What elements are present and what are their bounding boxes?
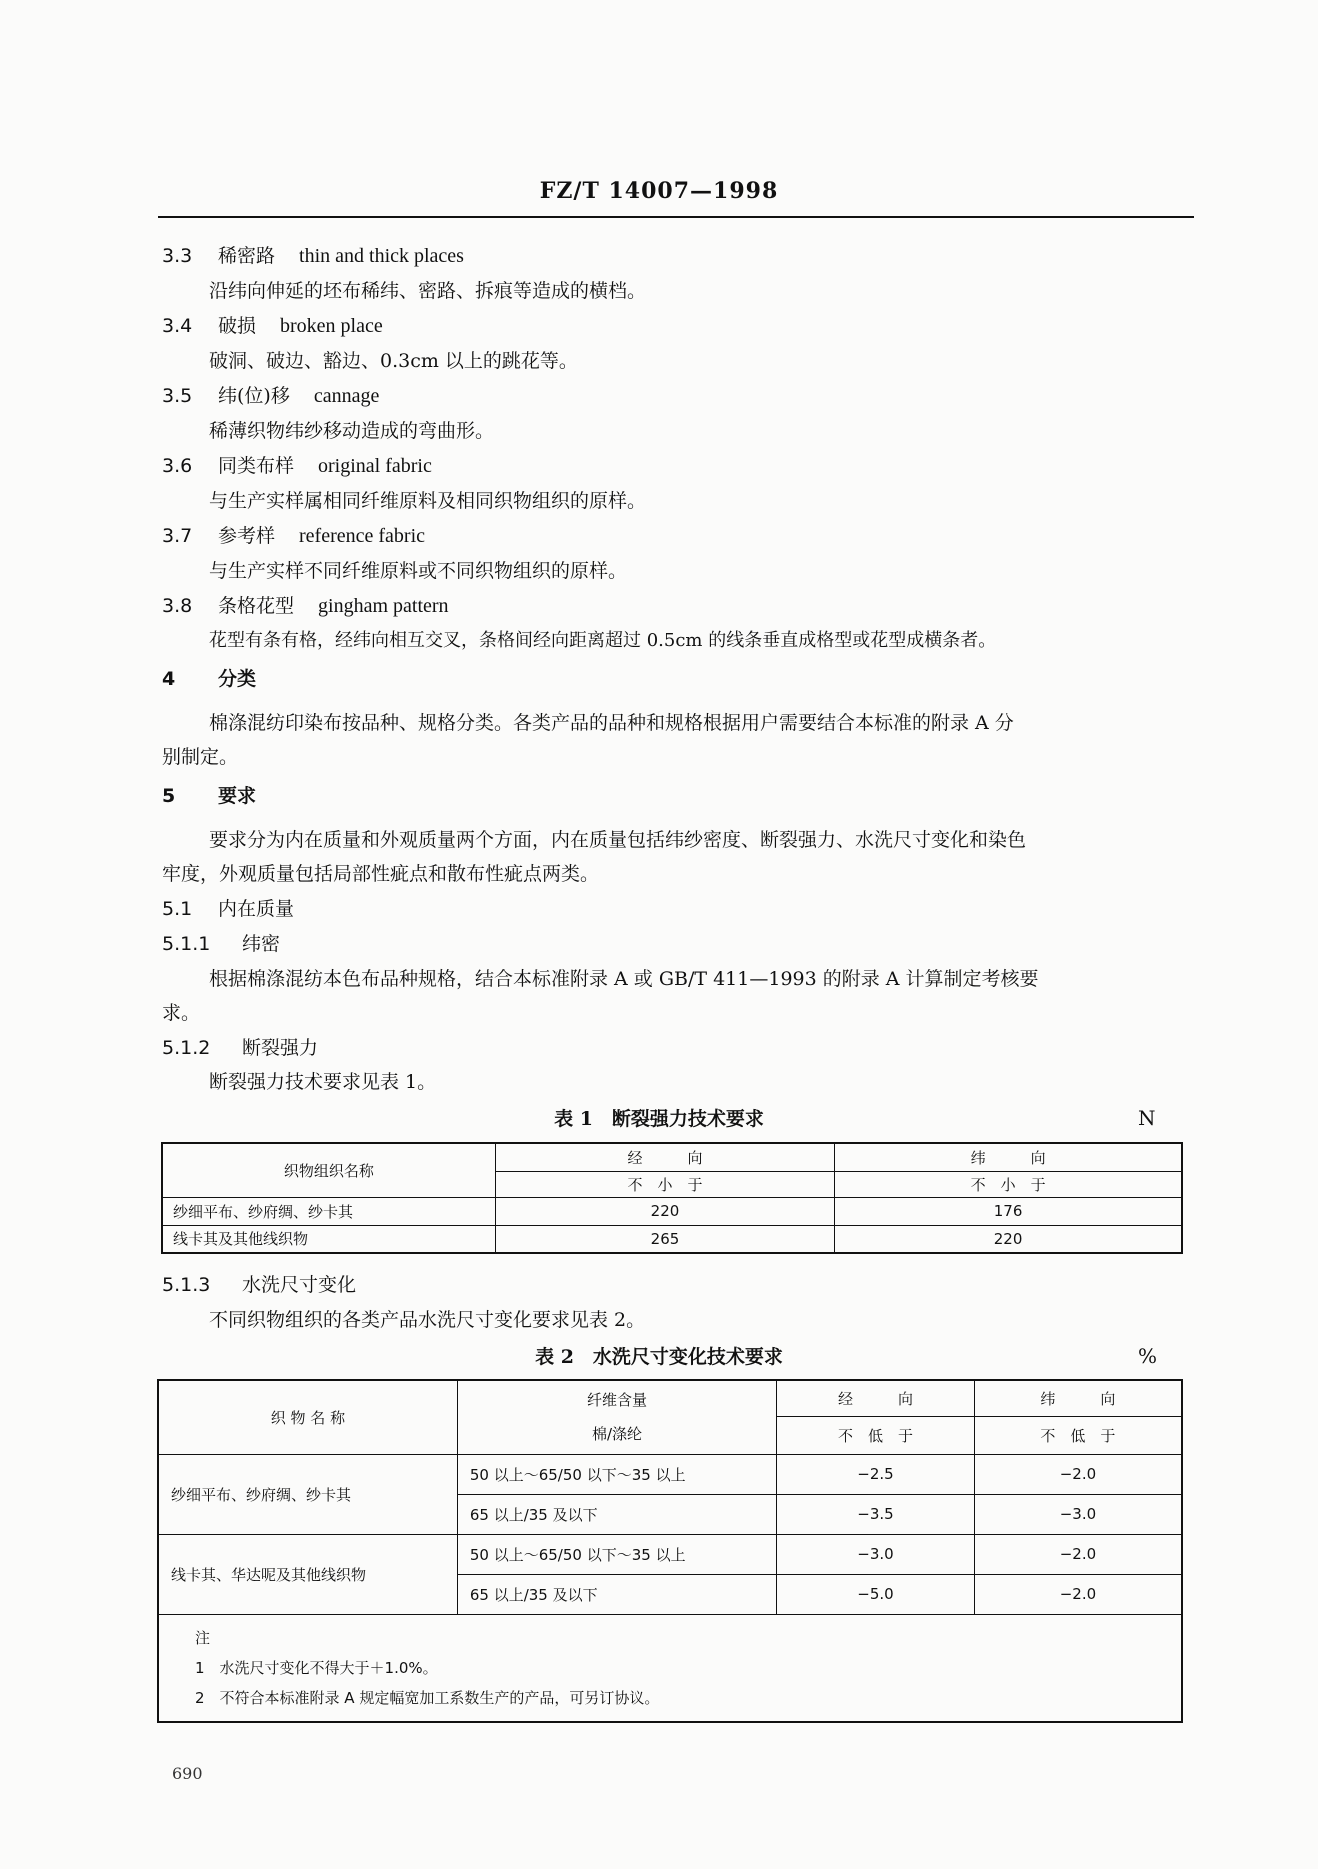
definition-3-4 bbox=[162, 313, 383, 339]
term-zh: 破损 bbox=[218, 315, 257, 337]
section-5-1-3-para: 不同织物组织的各类产品水洗尺寸变化要求见表 2。 bbox=[209, 1309, 646, 1331]
document-header: FZ/T 14007—1998 bbox=[539, 178, 779, 204]
section-5-1-3-heading bbox=[162, 1272, 356, 1298]
section-5-1-1-heading bbox=[162, 931, 280, 957]
term-en: reference fabric bbox=[299, 525, 426, 547]
section-5-1-2-para: 断裂强力技术要求见表 1。 bbox=[209, 1071, 437, 1093]
table-subheader-cell: 不 低 于 bbox=[777, 1416, 975, 1454]
section-number: 5.1.3 bbox=[162, 1274, 211, 1296]
table-cell: −2.0 bbox=[974, 1574, 1182, 1614]
table-subheader-cell: 不 小 于 bbox=[835, 1171, 1182, 1197]
section-title: 要求 bbox=[218, 785, 257, 807]
table-2 bbox=[157, 1379, 1183, 1723]
section-number: 3.7 bbox=[162, 525, 193, 547]
table-subheader-cell: 不 小 于 bbox=[495, 1171, 834, 1197]
table-cell: −3.0 bbox=[777, 1534, 975, 1574]
notes-title: 注 bbox=[195, 1628, 211, 1647]
table-1 bbox=[161, 1142, 1183, 1254]
term-en: cannage bbox=[313, 385, 380, 407]
definition-desc: 与生产实样不同纤维原料或不同织物组织的原样。 bbox=[209, 560, 628, 582]
table-header-cell: 经 向 bbox=[495, 1143, 834, 1171]
section-number: 5.1.2 bbox=[162, 1037, 211, 1059]
section-4-heading bbox=[162, 666, 256, 692]
table-cell: 265 bbox=[495, 1225, 834, 1253]
table-row bbox=[158, 1534, 1182, 1574]
definition-3-3 bbox=[162, 243, 464, 269]
table-cell: 纱细平布、纱府绸、纱卡其 bbox=[162, 1197, 495, 1225]
section-number: 5.1 bbox=[162, 898, 193, 920]
section-number: 3.4 bbox=[162, 315, 193, 337]
table-notes bbox=[158, 1614, 1182, 1722]
section-title: 内在质量 bbox=[218, 898, 295, 920]
table-header-cell bbox=[457, 1380, 776, 1454]
table-cell: −2.0 bbox=[974, 1454, 1182, 1494]
table-cell: −2.5 bbox=[777, 1454, 975, 1494]
table-row bbox=[162, 1225, 1182, 1253]
table-cell: 线卡其及其他线织物 bbox=[162, 1225, 495, 1253]
definition-desc: 沿纬向伸延的坯布稀纬、密路、拆痕等造成的横档。 bbox=[209, 280, 647, 302]
term-zh: 同类布样 bbox=[218, 455, 295, 477]
term-zh: 条格花型 bbox=[218, 595, 295, 617]
note-item: 1 水洗尺寸变化不得大于＋1.0%。 bbox=[195, 1658, 438, 1677]
section-title: 水洗尺寸变化 bbox=[242, 1274, 357, 1296]
table-cell: 65 以上/35 及以下 bbox=[457, 1574, 776, 1614]
section-number: 4 bbox=[162, 668, 176, 690]
table-header-cell: 织物组织名称 bbox=[162, 1143, 495, 1197]
table-cell: 65 以上/35 及以下 bbox=[457, 1494, 776, 1534]
table-cell: 50 以上～65/50 以下～35 以上 bbox=[457, 1534, 776, 1574]
table-group-cell: 纱细平布、纱府绸、纱卡其 bbox=[158, 1454, 457, 1534]
section-5-1-2-heading bbox=[162, 1035, 318, 1061]
section-5-1-heading bbox=[162, 896, 294, 922]
table-row bbox=[158, 1454, 1182, 1494]
table-header-cell: 经 向 bbox=[777, 1380, 975, 1416]
term-en: thin and thick places bbox=[299, 245, 464, 267]
page-number: 690 bbox=[172, 1764, 203, 1783]
table-cell: 50 以上～65/50 以下～35 以上 bbox=[457, 1454, 776, 1494]
section-title: 纬密 bbox=[242, 933, 281, 955]
table-header-cell: 纬 向 bbox=[835, 1143, 1182, 1171]
section-number: 3.5 bbox=[162, 385, 193, 407]
fiber-header-line-1: 纤维含量 bbox=[587, 1391, 648, 1410]
term-zh: 参考样 bbox=[218, 525, 276, 547]
section-5-1-1-para-line-2: 求。 bbox=[162, 1002, 201, 1024]
term-en: broken place bbox=[280, 315, 383, 337]
term-zh: 纬(位)移 bbox=[218, 385, 290, 407]
section-5-1-1-para-line-1: 根据棉涤混纺本色布品种规格，结合本标准附录 A 或 GB/T 411—1993 的附录 A 计算制定考核要 bbox=[209, 968, 1039, 990]
definition-desc: 破洞、破边、豁边、0.3cm 以上的跳花等。 bbox=[209, 350, 578, 372]
section-number: 5 bbox=[162, 785, 176, 807]
definition-3-8 bbox=[162, 593, 449, 619]
section-5-heading bbox=[162, 783, 256, 809]
term-en: gingham pattern bbox=[318, 595, 449, 617]
table-cell: 220 bbox=[835, 1225, 1182, 1253]
table-row bbox=[162, 1197, 1182, 1225]
table-notes-row bbox=[158, 1614, 1182, 1722]
table-cell: −2.0 bbox=[974, 1534, 1182, 1574]
definition-3-7 bbox=[162, 523, 425, 549]
section-number: 3.3 bbox=[162, 245, 193, 267]
definition-3-5 bbox=[162, 383, 379, 409]
section-5-para-line-1: 要求分为内在质量和外观质量两个方面，内在质量包括纬纱密度、断裂强力、水洗尺寸变化和染色 bbox=[209, 829, 1027, 851]
table-group-cell: 线卡其、华达呢及其他线织物 bbox=[158, 1534, 457, 1614]
table-cell: −3.5 bbox=[777, 1494, 975, 1534]
table-2-caption: 表 2 水洗尺寸变化技术要求 bbox=[535, 1346, 783, 1368]
header-rule bbox=[158, 216, 1194, 218]
table-1-caption: 表 1 断裂强力技术要求 bbox=[554, 1108, 764, 1130]
section-5-para-line-2: 牢度，外观质量包括局部性疵点和散布性疵点两类。 bbox=[162, 863, 600, 885]
section-title: 断裂强力 bbox=[242, 1037, 319, 1059]
table-2-unit: % bbox=[1138, 1344, 1158, 1368]
fiber-header-line-2: 棉/涤纶 bbox=[591, 1425, 643, 1444]
table-cell: −5.0 bbox=[777, 1574, 975, 1614]
definition-desc: 花型有条有格，经纬向相互交叉，条格间经向距离超过 0.5cm 的线条垂直成格型或花型成横条者。 bbox=[209, 630, 997, 651]
section-number: 3.8 bbox=[162, 595, 193, 617]
definition-desc: 稀薄织物纬纱移动造成的弯曲形。 bbox=[209, 420, 495, 442]
table-cell: −3.0 bbox=[974, 1494, 1182, 1534]
term-en: original fabric bbox=[318, 455, 432, 477]
table-header-cell: 织 物 名 称 bbox=[158, 1380, 457, 1454]
table-header-cell: 纬 向 bbox=[974, 1380, 1182, 1416]
term-zh: 稀密路 bbox=[218, 245, 276, 267]
table-cell: 220 bbox=[495, 1197, 834, 1225]
definition-3-6 bbox=[162, 453, 432, 479]
table-1-unit: N bbox=[1138, 1106, 1156, 1130]
note-item: 2 不符合本标准附录 A 规定幅宽加工系数生产的产品，可另订协议。 bbox=[195, 1688, 660, 1707]
section-4-para-line-1: 棉涤混纺印染布按品种、规格分类。各类产品的品种和规格根据用户需要结合本标准的附录 A 分 bbox=[209, 712, 1014, 734]
section-number: 3.6 bbox=[162, 455, 193, 477]
definition-desc: 与生产实样属相同纤维原料及相同织物组织的原样。 bbox=[209, 490, 647, 512]
section-title: 分类 bbox=[218, 668, 257, 690]
table-cell: 176 bbox=[835, 1197, 1182, 1225]
section-4-para-line-2: 别制定。 bbox=[162, 746, 239, 768]
table-subheader-cell: 不 低 于 bbox=[974, 1416, 1182, 1454]
section-number: 5.1.1 bbox=[162, 933, 211, 955]
